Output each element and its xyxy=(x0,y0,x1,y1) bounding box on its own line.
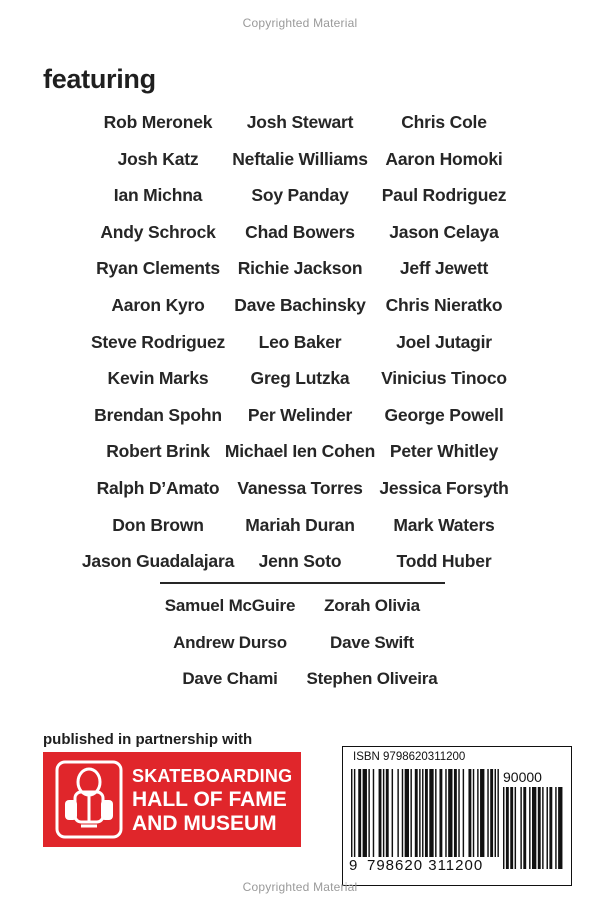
featured-name: Don Brown xyxy=(112,514,204,535)
barcode-digits: 798620 311200 xyxy=(367,857,484,874)
barcode-bar xyxy=(549,787,552,869)
barcode-bar xyxy=(439,769,442,857)
featured-name: Kevin Marks xyxy=(107,368,209,389)
featured-name: Josh Katz xyxy=(117,148,199,169)
featured-name: Chris Nieratko xyxy=(385,295,503,315)
featured-name: Soy Panday xyxy=(251,185,349,206)
barcode-bar xyxy=(515,787,516,869)
barcode-bar xyxy=(358,769,361,857)
barcode-bar xyxy=(510,787,513,869)
featured-name: Paul Rodriguez xyxy=(381,185,507,206)
featured-name: Robert Brink xyxy=(106,441,210,462)
barcode-bar xyxy=(445,769,446,857)
barcode-bar xyxy=(542,787,543,869)
featured-name: Neftalie Williams xyxy=(232,148,368,169)
watermark-top: Copyrighted Material xyxy=(242,16,358,30)
barcode-bar xyxy=(538,787,541,869)
barcode-bar xyxy=(373,769,374,857)
barcode-bar xyxy=(523,787,526,869)
barcode-bar xyxy=(425,769,428,857)
price-code: 90000 xyxy=(503,769,542,785)
featured-name: Dave Bachinsky xyxy=(234,295,366,315)
partner-label: published in partnership with xyxy=(43,731,253,748)
barcode-lead-digit: 9 xyxy=(349,857,358,874)
barcode-bar xyxy=(529,787,530,869)
featured-name: Peter Whitley xyxy=(389,441,499,462)
barcode-bar xyxy=(422,769,423,857)
barcode-bar xyxy=(386,769,389,857)
credit-name: Dave Chami xyxy=(182,669,278,688)
barcode-bar xyxy=(405,769,409,857)
barcode-bar xyxy=(351,769,352,857)
featured-name: Todd Huber xyxy=(396,551,492,572)
featured-name: Chris Cole xyxy=(401,112,487,132)
featured-name: Joel Jutagir xyxy=(396,331,492,352)
featured-name: Jason Celaya xyxy=(389,221,499,242)
hall-of-fame-logo xyxy=(43,752,301,847)
credit-name: Dave Swift xyxy=(330,632,414,652)
barcode-bar xyxy=(487,769,488,857)
barcode-bar xyxy=(419,769,420,857)
barcode-bar xyxy=(448,769,452,857)
barcode-bar xyxy=(497,769,498,857)
featured-name: Steve Rodriguez xyxy=(90,331,226,352)
featured-name: Greg Lutzka xyxy=(250,368,350,389)
barcode-bar xyxy=(397,769,398,857)
barcode-bar xyxy=(379,769,382,857)
featured-name: Richie Jackson xyxy=(237,258,363,279)
featured-name: Vinicius Tinoco xyxy=(381,368,507,389)
featured-name: Andy Schrock xyxy=(100,221,216,242)
barcode-bar xyxy=(490,769,493,857)
featured-name: Jeff Jewett xyxy=(399,258,489,279)
barcode-bar xyxy=(454,769,457,857)
featured-name: Josh Stewart xyxy=(246,112,354,132)
credit-name: Andrew Durso xyxy=(173,632,287,652)
isbn-label: ISBN 9798620311200 xyxy=(353,751,466,763)
barcode-bar xyxy=(503,787,504,869)
featured-name: Michael Ien Cohen xyxy=(224,441,376,462)
barcode-bar xyxy=(555,787,556,869)
barcode-bar xyxy=(473,769,474,857)
featured-name: George Powell xyxy=(384,404,504,425)
barcode-bar xyxy=(383,769,384,857)
credit-name: Samuel McGuire xyxy=(164,596,296,615)
barcode-bar xyxy=(558,787,562,869)
barcode-bars-addon xyxy=(503,787,565,869)
featured-name: Aaron Kyro xyxy=(111,295,205,315)
featured-name: Rob Meronek xyxy=(103,112,213,132)
featured-name: Mark Waters xyxy=(393,514,495,535)
featured-name: Ryan Clements xyxy=(96,258,220,279)
featured-name: Mariah Duran xyxy=(245,514,355,535)
barcode-bar xyxy=(435,769,436,857)
featured-name: Jason Guadalajara xyxy=(81,551,235,572)
barcode-bar xyxy=(415,769,418,857)
credit-name: Stephen Oliveira xyxy=(306,669,438,688)
featured-name: Brendan Spohn xyxy=(94,404,222,425)
barcode-bar xyxy=(354,769,355,857)
featured-name: Aaron Homoki xyxy=(385,148,503,169)
featuring-heading: featuring xyxy=(43,64,156,94)
barcode-bar xyxy=(363,769,367,857)
featured-name: Ralph D’Amato xyxy=(96,478,220,498)
barcode-bar xyxy=(495,769,496,857)
barcode-bar xyxy=(410,769,411,857)
divider-line xyxy=(160,582,445,584)
barcode-bar xyxy=(429,769,433,857)
featured-name: Vanessa Torres xyxy=(237,478,363,498)
barcode-bar xyxy=(547,787,548,869)
barcode-bar xyxy=(477,769,478,857)
featured-name: Jessica Forsyth xyxy=(379,478,509,498)
logo-line-2: HALL OF FAME xyxy=(132,788,287,811)
featured-name: Per Welinder xyxy=(247,404,353,425)
featured-name: Ian Michna xyxy=(113,185,203,206)
watermark-bottom: Copyrighted Material xyxy=(242,880,358,894)
barcode-bar xyxy=(468,769,471,857)
featured-name: Leo Baker xyxy=(258,331,342,352)
skater-emblem-icon xyxy=(55,760,123,839)
featured-name: Chad Bowers xyxy=(245,221,355,242)
barcode-bar xyxy=(402,769,403,857)
logo-line-3: AND MUSEUM xyxy=(132,812,277,835)
featured-name: Jenn Soto xyxy=(258,551,342,572)
logo-line-1: SKATEBOARDING xyxy=(132,766,293,786)
barcode-bar xyxy=(458,769,459,857)
barcode-bar xyxy=(463,769,464,857)
barcode-bar xyxy=(480,769,484,857)
isbn-barcode xyxy=(342,746,572,886)
logo-text xyxy=(132,764,297,836)
barcode-bar xyxy=(532,787,536,869)
barcode-bar xyxy=(520,787,521,869)
barcode-bars-main xyxy=(351,769,501,869)
barcode-bar xyxy=(506,787,509,869)
credit-name: Zorah Olivia xyxy=(324,596,420,615)
barcode-bar xyxy=(368,769,369,857)
barcode-bar xyxy=(392,769,393,857)
